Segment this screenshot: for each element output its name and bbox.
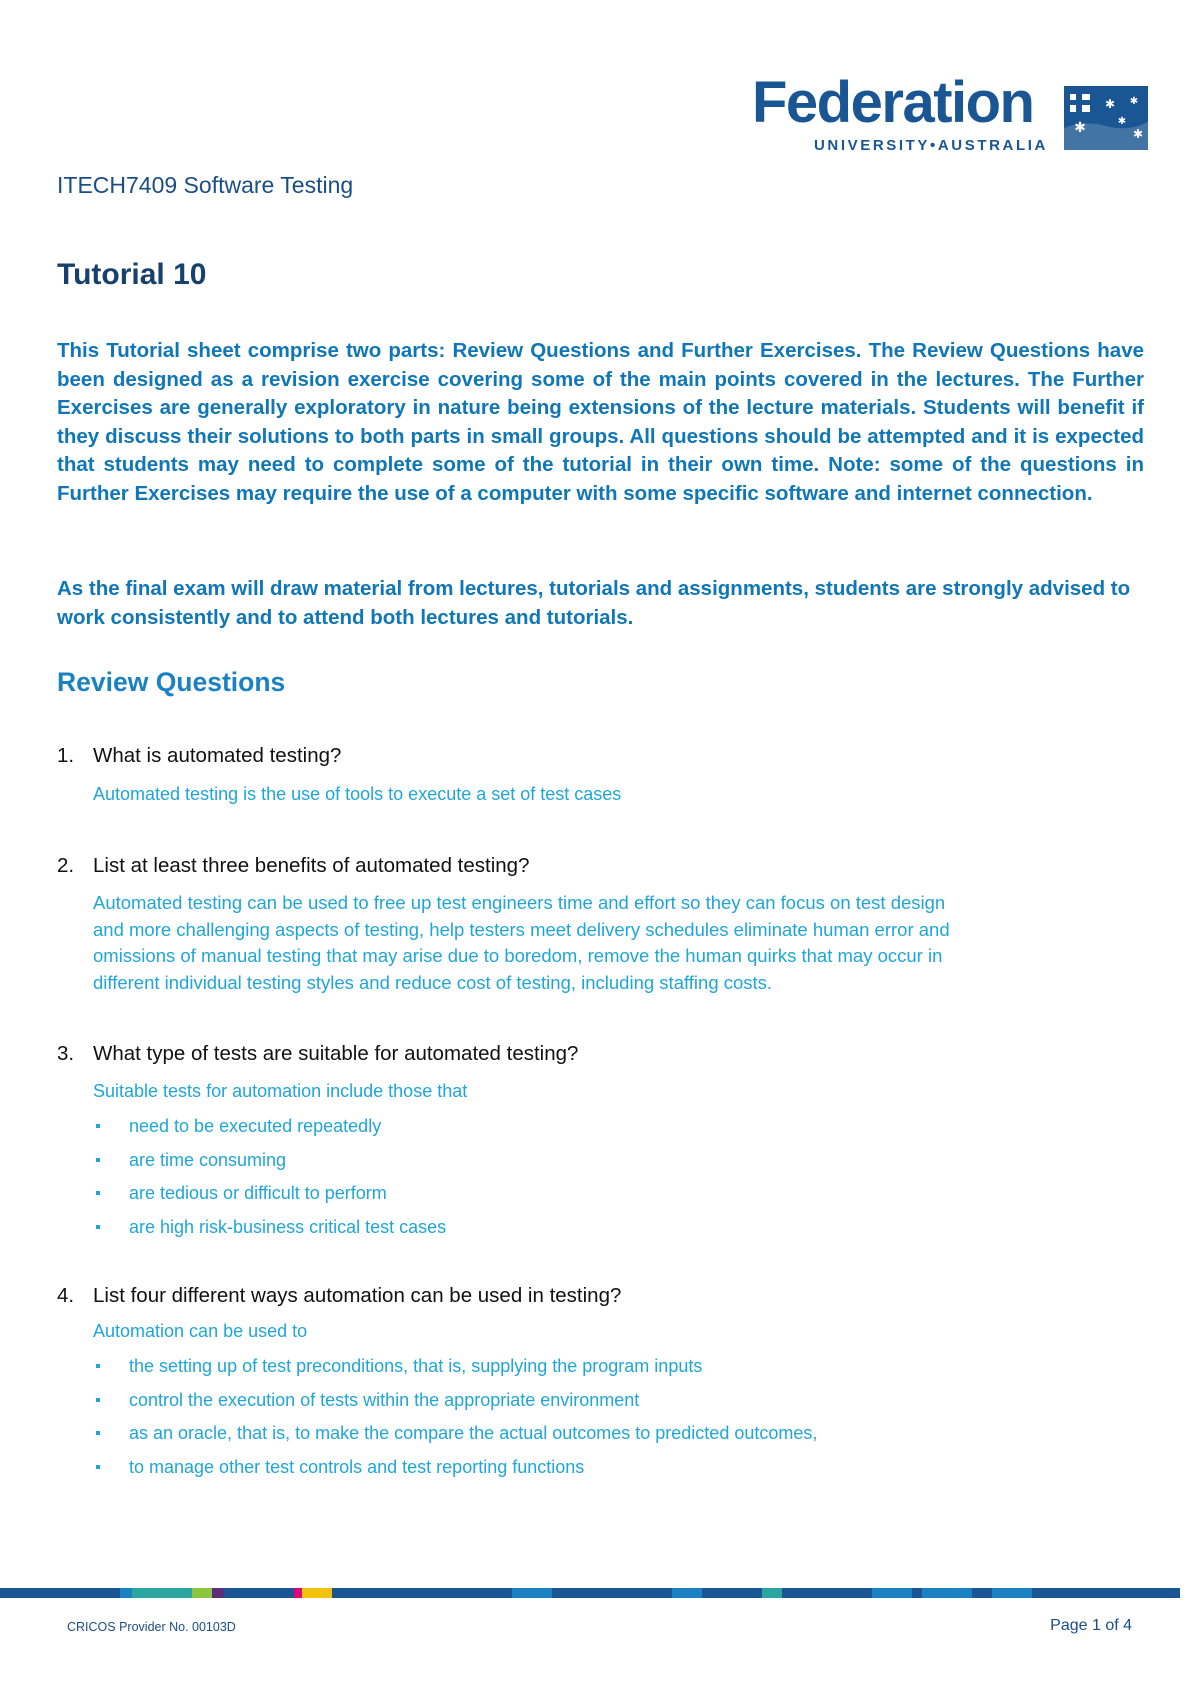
- bullet-icon: [96, 1364, 100, 1368]
- svg-text:✱: ✱: [1117, 116, 1127, 127]
- question-3: [57, 1042, 578, 1066]
- answer-3-list: [93, 1114, 446, 1248]
- question-number: 4.: [57, 1284, 75, 1307]
- question-text: List four different ways automation can be used in testing?: [93, 1284, 622, 1307]
- question-text: What is automated testing?: [93, 744, 342, 767]
- bullet-icon: [96, 1124, 100, 1128]
- footer-bar-segment: [872, 1588, 912, 1598]
- footer-bar-segment: [922, 1588, 972, 1598]
- answer-4-list: [93, 1354, 817, 1488]
- course-title: ITECH7409 Software Testing: [57, 172, 354, 198]
- bullet-icon: [96, 1398, 100, 1402]
- section-title: Review Questions: [57, 667, 286, 697]
- flag-icon: [1064, 86, 1148, 150]
- svg-text:✱: ✱: [1074, 120, 1086, 136]
- footer-bar-segment: [0, 1588, 120, 1598]
- answer-3-lead: Suitable tests for automation include those that: [93, 1081, 468, 1101]
- footer-bar-segment: [302, 1588, 332, 1598]
- logo-subtitle: UNIVERSITY•AUSTRALIA: [814, 137, 1048, 154]
- list-item: are high risk-business critical test cases: [93, 1215, 446, 1249]
- svg-text:✱: ✱: [1132, 127, 1144, 141]
- list-item: are time consuming: [93, 1148, 446, 1182]
- bullet-icon: [96, 1225, 100, 1229]
- bullet-icon: [96, 1191, 100, 1195]
- intro-paragraph: This Tutorial sheet comprise two parts: Review Questions and Further Exercises. The Review Questions have been designed as a revision exercise covering some of the main points covered in the lectures. The Further Exercises are generally exploratory in nature being extensions of the lecture materials. Students will benefit if they discuss their solutions to both parts in small groups. All questions should be attempted and it is expected that students may need to complete some of the tutorial in their own time. Note: some of the questions in Further Exercises may require the use of a computer with some specific software and internet connection.: [57, 339, 1144, 505]
- bullet-icon: [96, 1158, 100, 1162]
- bullet-icon: [96, 1431, 100, 1435]
- footer-bar-segment: [294, 1588, 302, 1598]
- list-item: control the execution of tests within the appropriate environment: [93, 1388, 817, 1422]
- footer-bar-segment: [702, 1588, 762, 1598]
- list-item: as an oracle, that is, to make the compare the actual outcomes to predicted outcomes,: [93, 1421, 817, 1455]
- federation-logo: [752, 70, 1147, 162]
- answer-line: and more challenging aspects of testing, help testers meet delivery schedules eliminate human error and: [93, 918, 950, 940]
- answer-1: Automated testing is the use of tools to execute a set of test cases: [93, 784, 622, 804]
- list-item: need to be executed repeatedly: [93, 1114, 446, 1148]
- question-text: List at least three benefits of automated testing?: [93, 854, 530, 877]
- bullet-icon: [96, 1465, 100, 1469]
- footer-bar-segment: [992, 1588, 1032, 1598]
- answer-2: [93, 890, 1053, 996]
- question-number: 2.: [57, 854, 75, 877]
- question-text: What type of tests are suitable for automated testing?: [93, 1042, 579, 1065]
- svg-text:✱: ✱: [1104, 97, 1116, 111]
- list-item: to manage other test controls and test reporting functions: [93, 1455, 817, 1489]
- list-item: are tedious or difficult to perform: [93, 1181, 446, 1215]
- footer-bar-segment: [1032, 1588, 1180, 1598]
- footer-bar-segment: [512, 1588, 552, 1598]
- answer-line: different individual testing styles and reduce cost of testing, including staffing costs.: [93, 971, 773, 993]
- footer-bar-segment: [192, 1588, 212, 1598]
- footer-bar-segment: [972, 1588, 992, 1598]
- answer-line: omissions of manual testing that may arise due to boredom, remove the human quirks that may occur in: [93, 945, 943, 966]
- answer-4-lead: Automation can be used to: [93, 1321, 308, 1341]
- cricos-provider: CRICOS Provider No. 00103D: [67, 1620, 236, 1634]
- footer-bar-segment: [672, 1588, 702, 1598]
- tutorial-title: Tutorial 10: [57, 258, 207, 291]
- logo-wordmark: Federation: [752, 70, 1034, 135]
- footer-bar-segment: [552, 1588, 672, 1598]
- footer-bar-segment: [132, 1588, 192, 1598]
- question-4: [57, 1284, 621, 1308]
- answer-line: Automated testing can be used to free up test engineers time and effort so they can focus on test design: [93, 892, 946, 913]
- page-number: Page 1 of 4: [1050, 1617, 1132, 1634]
- footer-bar-segment: [762, 1588, 782, 1598]
- footer-bar-segment: [212, 1588, 224, 1598]
- footer-bar-segment: [332, 1588, 512, 1598]
- question-1: [57, 744, 341, 768]
- footer-bar-segment: [120, 1588, 132, 1598]
- footer-bar-segment: [782, 1588, 872, 1598]
- question-number: 1.: [57, 744, 75, 767]
- footer-color-bar: [0, 1588, 1200, 1598]
- footer-bar-segment: [912, 1588, 922, 1598]
- svg-text:✱: ✱: [1129, 96, 1139, 107]
- question-2: [57, 854, 529, 878]
- footer-bar-segment: [224, 1588, 294, 1598]
- list-item: the setting up of test preconditions, that is, supplying the program inputs: [93, 1354, 817, 1388]
- exam-advice-paragraph: As the final exam will draw material from lectures, tutorials and assignments, students are strongly advised to work consistently and to attend both lectures and tutorials.: [57, 577, 1131, 629]
- question-number: 3.: [57, 1042, 75, 1065]
